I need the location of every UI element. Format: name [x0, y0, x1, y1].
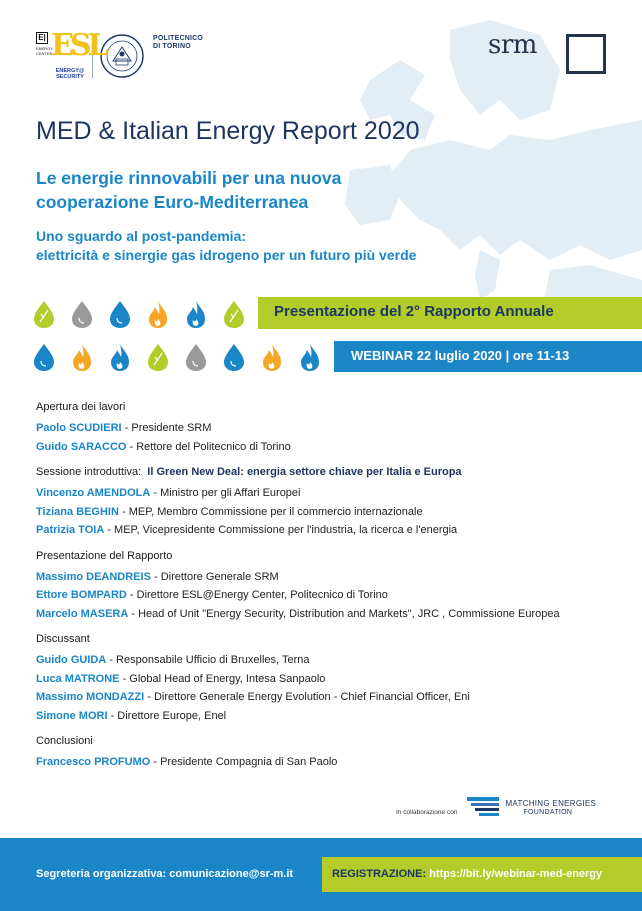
speaker-role: - Direttore Generale Energy Evolution - Chief Financial Officer, Eni — [144, 691, 470, 703]
speaker-name: Simone MORI — [36, 709, 108, 722]
speaker-row — [36, 419, 626, 438]
flame-drop-icon — [263, 344, 281, 371]
politecnico-name — [153, 35, 203, 51]
secretariat-contact[interactable]: Segreteria organizzativa: comunicazione@sr-m.it — [36, 868, 294, 880]
section-heading: Presentazione del Rapporto — [36, 549, 173, 562]
secondary-subtitle-line1: Uno sguardo al post-pandemia: — [36, 228, 247, 244]
matching-energies-stripes-icon — [467, 797, 499, 819]
subtitle — [36, 166, 341, 214]
matching-energies-line1: MATCHING ENERGIES — [505, 799, 597, 808]
water-drop-blue-icon — [34, 344, 54, 371]
speaker-name: Guido SARACCO — [36, 440, 127, 453]
speaker-row — [36, 670, 626, 689]
registration-prefix: REGISTRAZIONE: — [332, 868, 427, 880]
esl-energy-security-logo — [36, 28, 105, 80]
water-drop-blue-icon — [224, 344, 244, 371]
subtitle-line2: cooperazione Euro-Mediterranea — [36, 192, 309, 212]
section-heading: Discussant — [36, 633, 90, 645]
section-heading-highlight: Il Green New Deal: energia settore chiave per Italia e Europa — [147, 466, 462, 478]
secondary-subtitle-line2: elettricità e sinergie gas idrogeno per un futuro più verde — [36, 247, 417, 263]
flame-blue-icon — [187, 301, 205, 328]
water-drop-gray-icon — [186, 344, 206, 371]
section-conclusioni — [36, 734, 626, 772]
water-drop-gray-icon — [72, 301, 92, 328]
speaker-role: - Global Head of Energy, Intesa Sanpaolo — [119, 672, 326, 685]
presentation-band-label: Presentazione del 2° Rapporto Annuale — [274, 303, 554, 320]
speaker-name: Luca MATRONE — [36, 672, 120, 685]
section-sessione — [36, 465, 626, 540]
partner-logos — [36, 28, 204, 80]
speaker-role: - Rettore del Politecnico di Torino — [126, 440, 291, 453]
speaker-role: - MEP, Membro Commissione per il commercio internazionale — [118, 505, 423, 518]
leaf-drop-icon — [34, 301, 54, 328]
matching-energies-logo — [467, 797, 597, 821]
section-presentazione — [36, 549, 626, 624]
flame-drop-icon — [149, 301, 167, 328]
speaker-role: - Presidente SRM — [121, 422, 212, 434]
speaker-role: - Direttore Europe, Enel — [107, 709, 227, 722]
section-heading: Conclusioni — [36, 735, 93, 747]
politecnico-line1: POLITECNICO — [153, 35, 204, 42]
speaker-name: Massimo MONDAZZI — [36, 691, 145, 703]
speaker-row — [36, 753, 626, 772]
speaker-row — [36, 503, 626, 522]
speaker-name: Marcelo MASERA — [36, 607, 129, 620]
registration-link[interactable] — [332, 868, 602, 880]
section-discussant — [36, 632, 626, 725]
matching-energies-line2: FOUNDATION — [523, 809, 573, 816]
registration-url[interactable]: https://bit.ly/webinar-med-energy — [426, 868, 603, 880]
speaker-row — [36, 438, 626, 457]
subtitle-line1: Le energie rinnovabili per una nuova — [36, 168, 342, 188]
speaker-role: - Direttore ESL@Energy Center, Politecnico di Torino — [126, 589, 388, 601]
esl-caption: ENERGY@ SECURITY — [55, 68, 85, 80]
collaboration-block — [396, 797, 597, 821]
speaker-name: Francesco PROFUMO — [36, 756, 151, 768]
speaker-role: - Head of Unit "Energy Security, Distribution and Markets", JRC , Commissione Europea — [128, 607, 560, 620]
speaker-row — [36, 568, 626, 587]
program-list — [36, 400, 626, 781]
speaker-name: Patrizia TOIA — [36, 524, 105, 536]
speaker-name: Paolo SCUDIERI — [36, 422, 122, 434]
speaker-row — [36, 688, 626, 707]
speaker-role: - MEP, Vicepresidente Commissione per l'industria, la ricerca e l'energia — [104, 524, 458, 536]
speaker-name: Guido GUIDA — [36, 654, 107, 666]
srm-logo-square — [566, 34, 606, 74]
flame-blue-icon — [111, 344, 129, 371]
speaker-name: Tiziana BEGHIN — [36, 505, 119, 518]
water-drop-blue-icon — [110, 301, 130, 328]
speaker-role: - Direttore Generale SRM — [150, 570, 279, 583]
speaker-role: - Presidente Compagnia di San Paolo — [150, 756, 338, 768]
section-heading-label: Sessione introduttiva: — [36, 466, 142, 478]
flame-drop-icon — [73, 344, 91, 371]
flame-blue-icon — [301, 344, 319, 371]
esl-box-mark: E| — [36, 32, 48, 44]
esl-letters — [51, 28, 105, 63]
section-heading: Apertura dei lavori — [36, 401, 126, 413]
speaker-row — [36, 521, 626, 540]
srm-logo-text: srm — [488, 30, 537, 60]
speaker-name: Massimo DEANDREIS — [36, 570, 151, 583]
speaker-role: - Responsabile Ufficio di Bruxelles, Terna — [106, 654, 310, 666]
speaker-name: Ettore BOMPARD — [36, 589, 127, 601]
webinar-band-label: WEBINAR 22 luglio 2020 | ore 11-13 — [351, 348, 570, 363]
politecnico-seal-icon — [99, 33, 145, 79]
speaker-row — [36, 586, 626, 605]
speaker-role: - Ministro per gli Affari Europei — [150, 487, 301, 499]
speaker-row — [36, 707, 626, 726]
politecnico-line2: DI TORINO — [153, 43, 191, 50]
esl-small-text: ENERGY CENTER — [36, 46, 53, 56]
section-apertura — [36, 400, 626, 456]
leaf-drop-icon — [148, 344, 168, 371]
collaboration-label: In collaborazione con — [396, 808, 458, 816]
main-title: MED & Italian Energy Report 2020 — [36, 117, 420, 145]
secondary-subtitle — [36, 227, 416, 265]
section-heading — [36, 465, 626, 480]
speaker-row — [36, 605, 626, 624]
speaker-name: Vincenzo AMENDOLA — [36, 487, 151, 499]
speaker-row — [36, 484, 626, 503]
leaf-drop-icon — [224, 301, 244, 328]
esl-letters-text: ESL — [51, 28, 105, 63]
speaker-row — [36, 651, 626, 670]
